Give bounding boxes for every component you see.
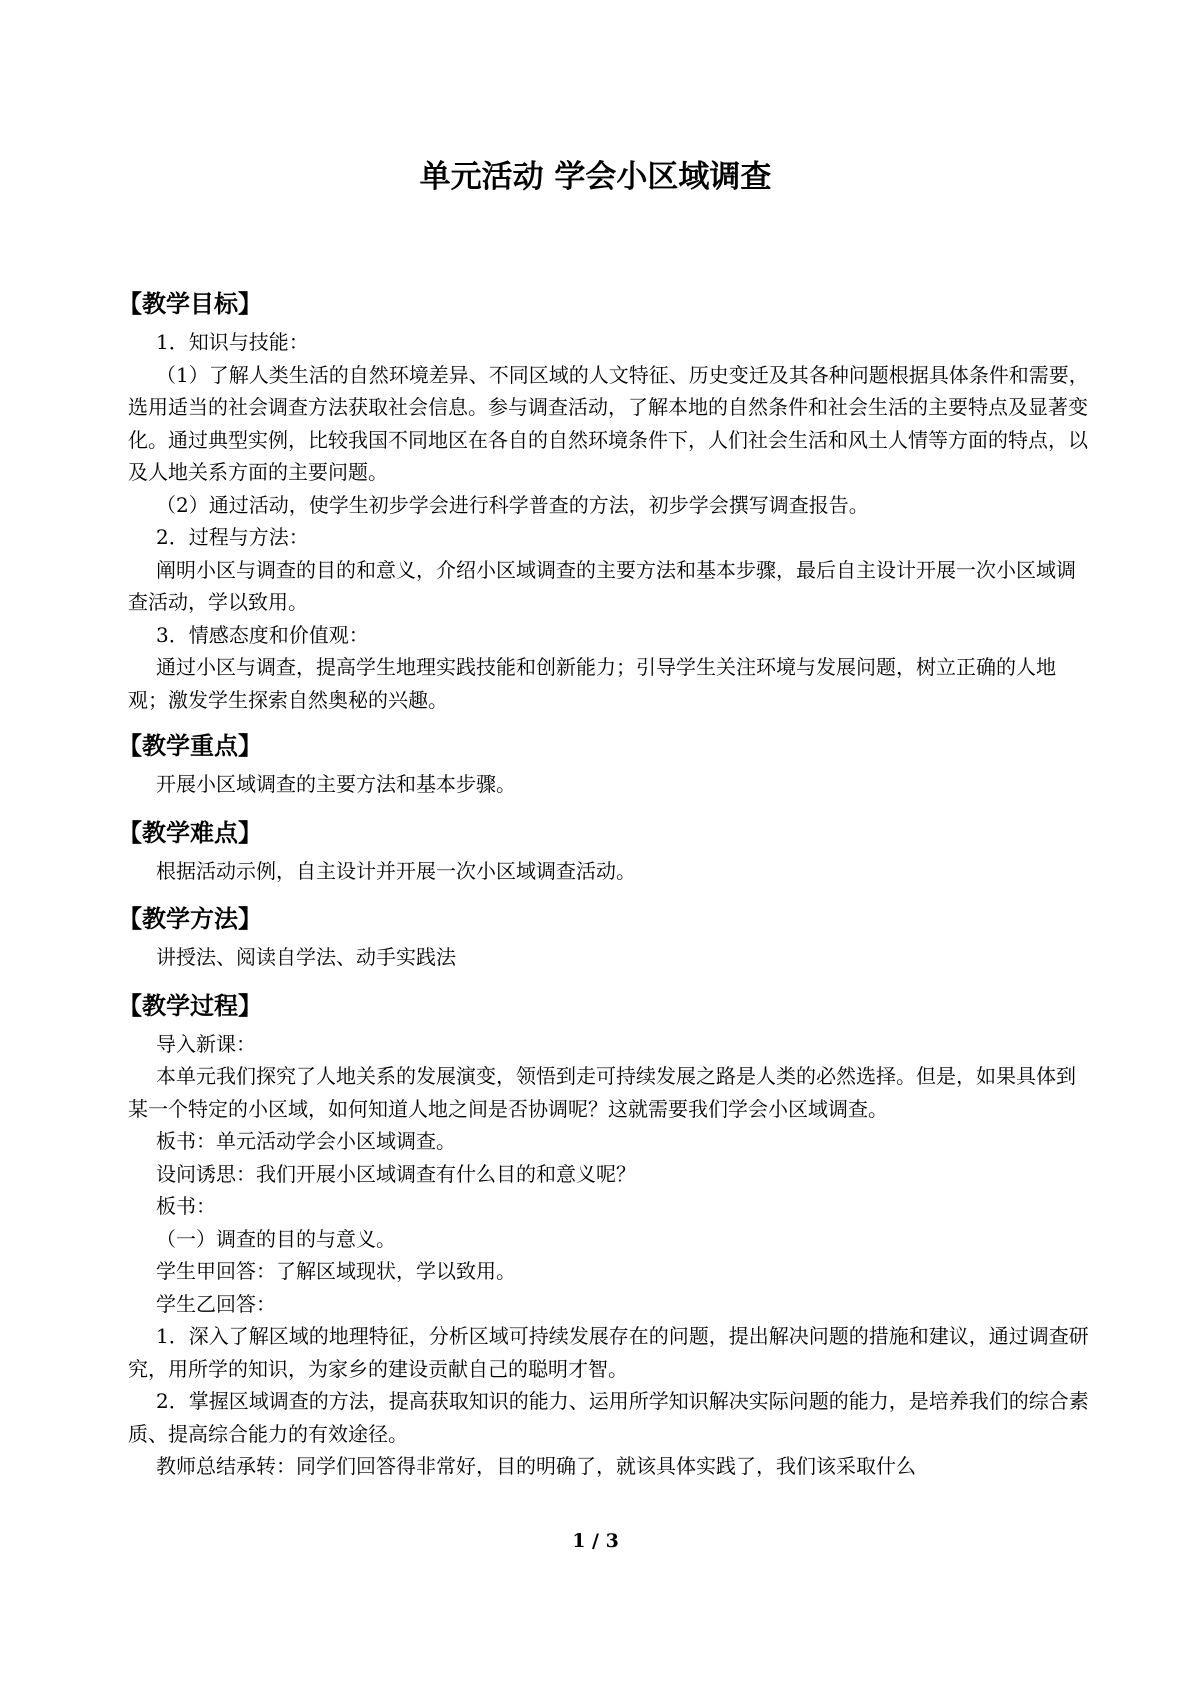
key-paragraph: 开展小区域调查的主要方法和基本步骤。 xyxy=(156,772,516,796)
document-body xyxy=(118,286,1090,1483)
page-title: 单元活动 学会小区域调查 xyxy=(419,159,772,195)
page-number: 1 / 3 xyxy=(572,1530,619,1552)
process-paragraph-9: 1．深入了解区域的地理特征，分析区域可持续发展存在的问题，提出解决问题的措施和建议，通过调查研究，用所学的知识，为家乡的建设贡献自己的聪明才智。 xyxy=(128,1324,1089,1381)
goals-paragraph-4: 通过小区与调查，提高学生地理实践技能和创新能力；引导学生关注环境与发展问题，树立正确的人地观；激发学生探索自然奥秘的兴趣。 xyxy=(128,655,1056,712)
section-heading-difficult: 【教学难点】 xyxy=(118,818,262,847)
goals-paragraph-1: （1）了解人类生活的自然环境差异、不同区域的人文特征、历史变迁及其各种问题根据具体条件和需要，选用适当的社会调查方法获取社会信息。参与调查活动，了解本地的自然条件和社会生活的主要特点及显著变化。通过典型实例，比较我国不同地区在各自的自然环境条件下，人们社会生活和风土人情等方面的特点，以及人地关系方面的主要问题。 xyxy=(128,362,1089,484)
process-paragraph-7: 学生甲回答：了解区域现状，学以致用。 xyxy=(156,1259,516,1283)
process-paragraph-3: 板书：单元活动学会小区域调查。 xyxy=(156,1129,456,1153)
process-paragraph-8: 学生乙回答： xyxy=(156,1291,276,1316)
section-heading-process: 【教学过程】 xyxy=(118,991,262,1020)
section-heading-key: 【教学重点】 xyxy=(118,732,262,760)
goals-item-2: 2．过程与方法： xyxy=(156,525,309,549)
process-paragraph-4: 设问诱思：我们开展小区域调查有什么目的和意义呢？ xyxy=(156,1161,636,1186)
methods-paragraph: 讲授法、阅读自学法、动手实践法 xyxy=(156,945,456,969)
process-paragraph-1: 导入新课： xyxy=(156,1031,256,1056)
difficult-paragraph: 根据活动示例，自主设计并开展一次小区域调查活动。 xyxy=(156,858,636,883)
goals-paragraph-2: （2）通过活动，使学生初步学会进行科学普查的方法，初步学会撰写调查报告。 xyxy=(156,492,869,517)
process-paragraph-6: （一）调查的目的与意义。 xyxy=(156,1226,396,1251)
process-paragraph-11: 教师总结承转：同学们回答得非常好，目的明确了，就该具体实践了，我们该采取什么 xyxy=(156,1454,916,1478)
process-paragraph-5: 板书： xyxy=(156,1194,216,1218)
goals-item-3: 3．情感态度和价值观： xyxy=(156,622,369,647)
section-heading-methods: 【教学方法】 xyxy=(118,905,262,933)
process-paragraph-2: 本单元我们探究了人地关系的发展演变，领悟到走可持续发展之路是人类的必然选择。但是，如果具体到某一个特定的小区域，如何知道人地之间是否协调呢？这就需要我们学会小区域调查。 xyxy=(128,1064,1076,1121)
goals-item-1: 1．知识与技能： xyxy=(156,330,309,354)
process-paragraph-10: 2．掌握区域调查的方法，提高获取知识的能力、运用所学知识解决实际问题的能力，是培养我们的综合素质、提高综合能力的有效途径。 xyxy=(128,1389,1089,1446)
goals-paragraph-3: 阐明小区与调查的目的和意义，介绍小区域调查的主要方法和基本步骤，最后自主设计开展一次小区域调查活动，学以致用。 xyxy=(128,557,1076,614)
section-heading-goals: 【教学目标】 xyxy=(118,290,262,318)
